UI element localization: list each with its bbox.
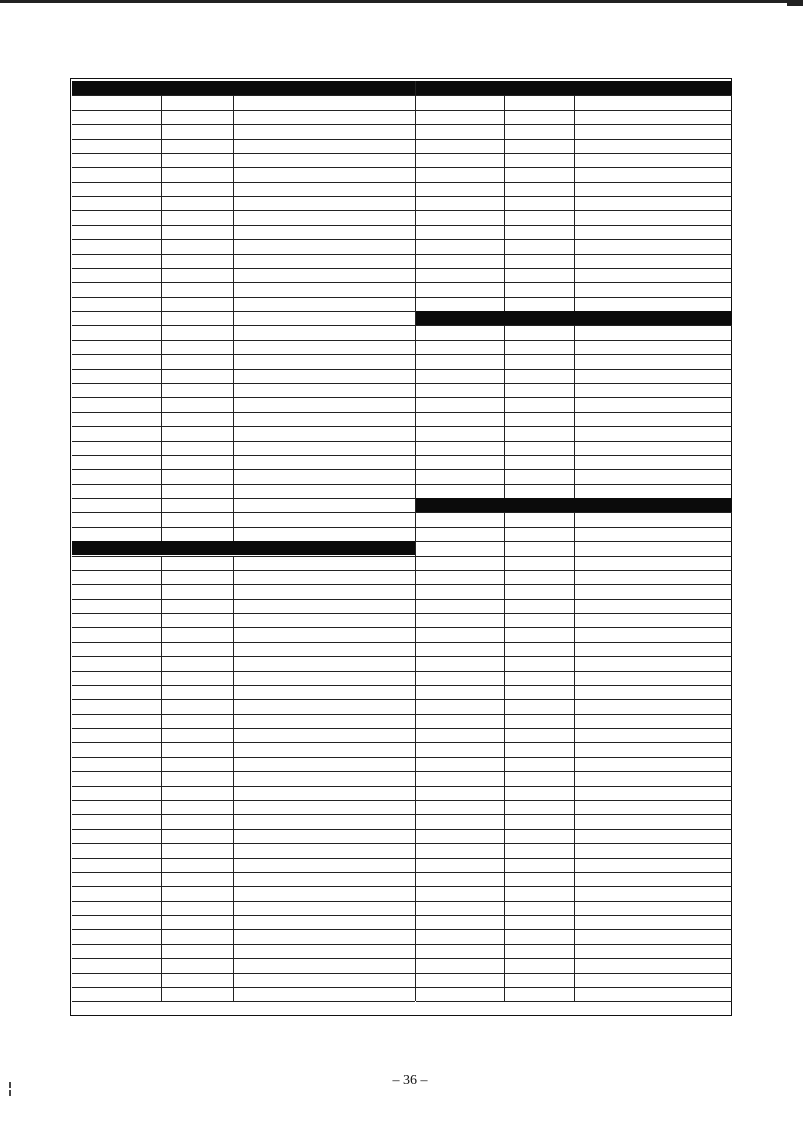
row-rule	[72, 556, 415, 557]
column-rule	[574, 325, 575, 498]
row-rule	[72, 426, 415, 427]
column-rule	[161, 556, 162, 1001]
row-rule	[72, 297, 415, 298]
accessories-title	[416, 498, 732, 512]
row-rule	[72, 742, 415, 743]
row-rule	[72, 714, 415, 715]
sw-unit-title	[416, 311, 732, 325]
row-rule	[72, 268, 415, 269]
row-rule	[72, 929, 415, 930]
column-rule	[504, 325, 505, 498]
row-rule	[72, 282, 415, 283]
row-rule	[72, 254, 415, 255]
row-rule	[72, 800, 415, 801]
row-rule	[72, 843, 415, 844]
row-rule	[72, 973, 415, 974]
row-rule	[72, 886, 415, 887]
margin-mark	[9, 1090, 11, 1096]
row-rule	[72, 167, 415, 168]
row-rule	[72, 498, 415, 499]
tune-unit-title	[72, 81, 415, 95]
row-rule	[72, 786, 415, 787]
row-rule	[72, 225, 415, 226]
row-rule	[72, 728, 415, 729]
row-rule	[72, 915, 415, 916]
top-rule	[0, 0, 803, 3]
row-rule	[72, 110, 415, 111]
column-rule	[504, 512, 505, 1001]
page-number: – 36 –	[392, 1073, 428, 1088]
row-rule	[72, 699, 415, 700]
row-rule	[72, 397, 415, 398]
row-rule	[72, 858, 415, 859]
row-rule	[72, 958, 415, 959]
row-rule	[416, 1001, 732, 1002]
column-rule	[233, 95, 234, 541]
row-rule	[72, 613, 415, 614]
margin-mark	[9, 1082, 11, 1088]
row-rule	[72, 656, 415, 657]
row-rule	[72, 196, 415, 197]
column-rule	[504, 95, 505, 311]
led-unit-title	[416, 81, 732, 95]
row-rule	[72, 469, 415, 470]
row-rule	[72, 527, 415, 528]
row-rule	[72, 239, 415, 240]
row-rule	[72, 441, 415, 442]
row-rule	[72, 210, 415, 211]
column-rule	[574, 512, 575, 1001]
column-rule	[161, 95, 162, 541]
row-rule	[72, 383, 415, 384]
parts-list-table	[70, 78, 732, 1016]
row-rule	[72, 584, 415, 585]
row-rule	[72, 153, 415, 154]
row-rule	[72, 455, 415, 456]
row-rule	[72, 944, 415, 945]
row-rule	[72, 182, 415, 183]
row-rule	[72, 412, 415, 413]
row-rule	[72, 311, 415, 312]
row-rule	[72, 901, 415, 902]
row-rule	[72, 814, 415, 815]
top-corner-mark	[787, 2, 803, 6]
row-rule	[72, 599, 415, 600]
row-rule	[72, 685, 415, 686]
row-rule	[72, 872, 415, 873]
row-rule	[72, 757, 415, 758]
column-rule	[415, 81, 416, 1001]
row-rule	[72, 354, 415, 355]
row-rule	[72, 484, 415, 485]
row-rule	[72, 570, 415, 571]
row-rule	[72, 369, 415, 370]
ant-relay-unit-title	[72, 541, 415, 555]
row-rule	[72, 124, 415, 125]
row-rule	[72, 771, 415, 772]
row-rule	[72, 1001, 415, 1002]
row-rule	[72, 987, 415, 988]
column-rule	[574, 95, 575, 311]
row-rule	[72, 340, 415, 341]
row-rule	[72, 512, 415, 513]
row-rule	[72, 829, 415, 830]
row-rule	[72, 325, 415, 326]
row-rule	[72, 95, 415, 96]
column-rule	[233, 556, 234, 1001]
row-rule	[72, 627, 415, 628]
row-rule	[72, 671, 415, 672]
row-rule	[72, 139, 415, 140]
row-rule	[72, 642, 415, 643]
